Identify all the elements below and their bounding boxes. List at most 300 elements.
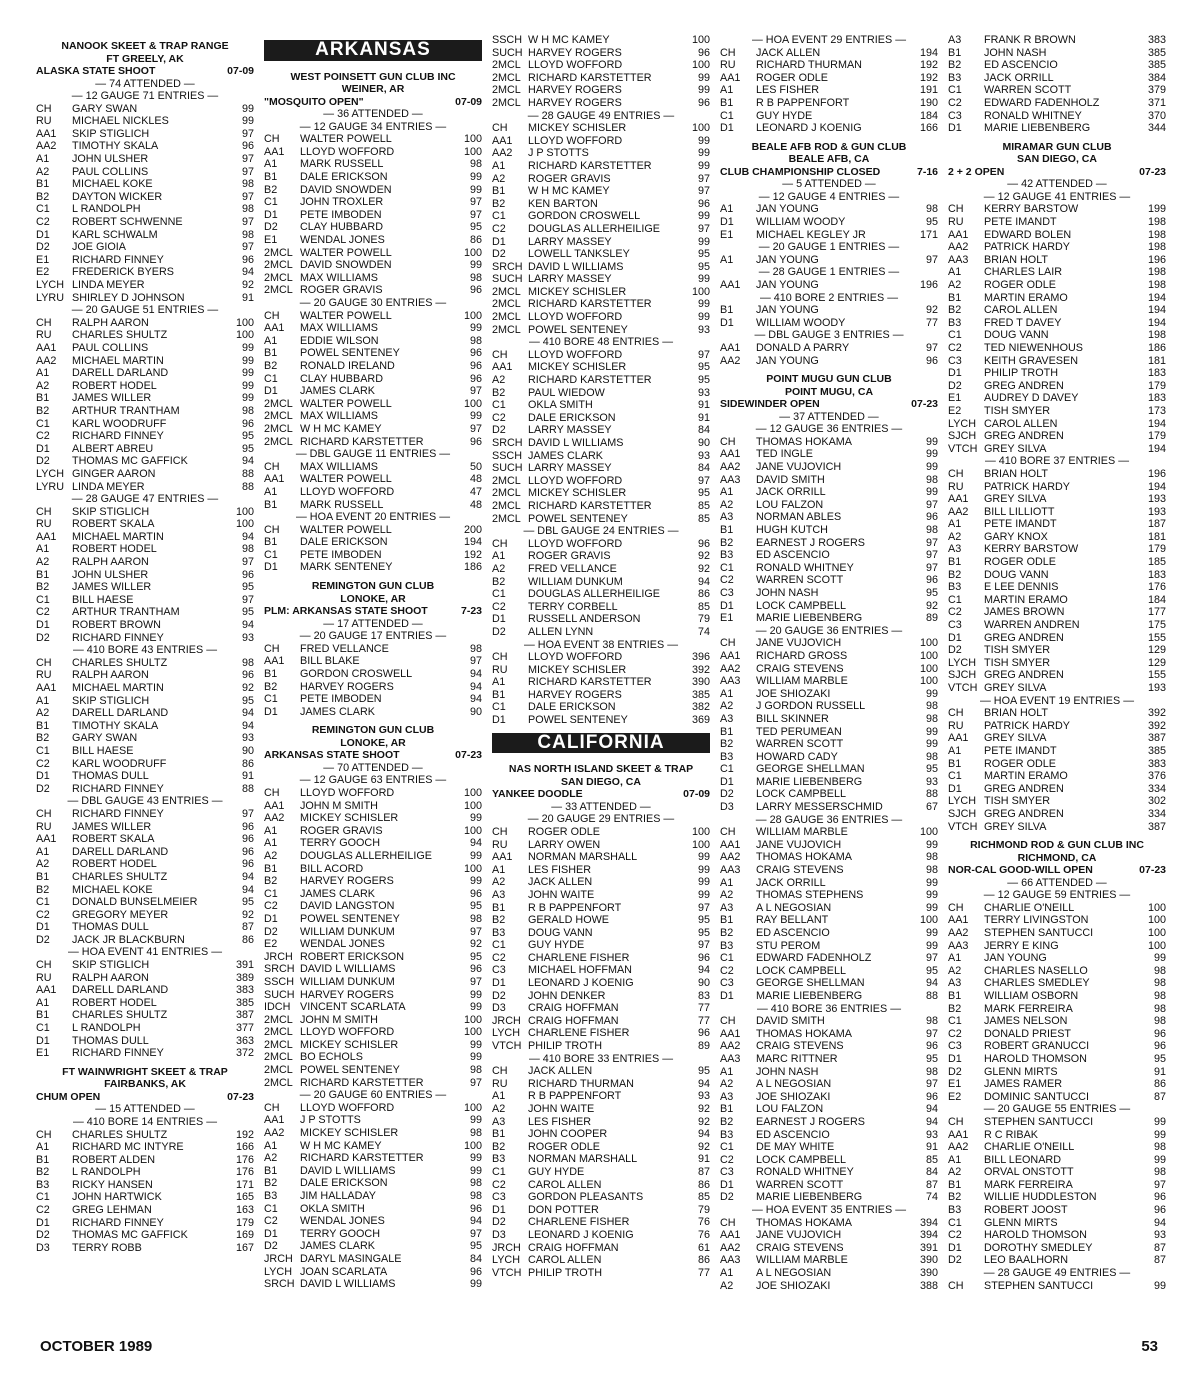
result-row — [948, 902, 1166, 915]
shooter-name: MAX WILLIAMS — [300, 322, 378, 335]
class-code: CH — [264, 309, 280, 322]
score: 99 — [1153, 1128, 1166, 1141]
score: 390 — [919, 1267, 938, 1280]
class-code: C2 — [948, 96, 962, 109]
score: 99 — [697, 273, 710, 286]
shooter-name: TED PERUMEAN — [756, 725, 842, 738]
result-row — [264, 272, 482, 285]
shooter-name: LES FISHER — [528, 1115, 591, 1128]
class-code: B1 — [36, 719, 50, 732]
result-row — [948, 518, 1166, 531]
score: 390 — [691, 676, 710, 689]
result-row — [720, 549, 938, 562]
score: 95 — [925, 964, 938, 977]
score: 92 — [697, 550, 710, 563]
shooter-name: MICKEY SCHISLER — [528, 361, 627, 374]
score: 96 — [1153, 1191, 1166, 1204]
class-code: A1 — [492, 550, 506, 563]
class-code: B2 — [492, 575, 506, 588]
result-row — [720, 574, 938, 587]
shooter-name: FREDERICK BYERS — [72, 266, 174, 279]
result-row — [720, 940, 938, 953]
club-name: MIRAMAR GUN CLUB — [1002, 140, 1112, 153]
result-row — [948, 1003, 1166, 1016]
result-row — [948, 594, 1166, 607]
shooter-name: ARTHUR TRANTHAM — [72, 606, 180, 619]
result-row — [36, 745, 254, 758]
class-code: CH — [492, 825, 508, 838]
result-row — [36, 292, 254, 305]
class-code: A2 — [948, 279, 962, 291]
class-code: CH — [948, 203, 964, 216]
shooter-name: MARIE LIEBENBERG — [756, 1191, 863, 1204]
shooter-name: GREY SILVA — [984, 732, 1047, 745]
shooter-name: RICHARD FINNEY — [72, 430, 164, 443]
shooter-name: LARRY MASSEY — [528, 424, 612, 437]
score: 92 — [241, 279, 254, 291]
class-code: E2 — [948, 1090, 962, 1103]
score: 88 — [241, 467, 254, 480]
shooter-name: WILLIAM WOODY — [756, 316, 846, 329]
class-code: 2MCL — [264, 1064, 293, 1077]
shooter-name: CHARLENE FISHER — [528, 1027, 630, 1040]
result-row — [720, 448, 938, 461]
shooter-name: RICHARD FINNEY — [72, 1047, 164, 1060]
score: 99 — [241, 102, 254, 115]
score: 97 — [925, 341, 938, 354]
class-code: AA1 — [492, 361, 513, 374]
result-row — [720, 788, 938, 801]
shooter-name: WARREN SCOTT — [756, 574, 844, 587]
result-row — [720, 952, 938, 965]
result-row — [36, 770, 254, 783]
column-5 — [948, 34, 1166, 1324]
class-code: B1 — [492, 185, 506, 198]
class-code: AA1 — [720, 1229, 741, 1242]
result-row — [948, 84, 1166, 97]
score: 97 — [241, 153, 254, 166]
class-code: 2MCL — [492, 323, 521, 336]
score: 97 — [469, 925, 482, 938]
club-name: NAS NORTH ISLAND SKEET & TRAP — [508, 763, 694, 776]
class-code: A1 — [720, 486, 734, 499]
shooter-name: JAMES BROWN — [984, 606, 1065, 619]
class-code: A1 — [36, 996, 50, 1009]
score: 97 — [241, 190, 254, 203]
class-code: VTCH — [948, 682, 978, 694]
class-code: D1 — [720, 316, 734, 329]
shooter-name: RICHARD THURMAN — [756, 59, 862, 72]
shooter-name: RICHARD KARSTETTER — [528, 71, 652, 84]
result-row — [264, 1240, 482, 1253]
shooter-name: CRAIG STEVENS — [756, 1241, 844, 1254]
class-code: A1 — [36, 153, 50, 166]
result-row — [492, 34, 710, 47]
class-code: D2 — [492, 989, 506, 1002]
subevent-heading: — DBL GAUGE 11 ENTRIES — — [295, 448, 451, 461]
result-row — [264, 461, 482, 474]
result-row — [948, 914, 1166, 927]
result-row — [264, 1077, 482, 1090]
score: 98 — [241, 543, 254, 556]
shooter-name: PATRICK HARDY — [984, 241, 1070, 254]
event-name: SIDEWINDER OPEN — [720, 398, 820, 411]
shooter-name: JOHN M SMITH — [300, 799, 378, 812]
class-code: B1 — [948, 46, 962, 59]
result-row — [948, 506, 1166, 519]
class-code: RU — [948, 719, 964, 732]
shooter-name: NORMAN MARSHALL — [528, 851, 638, 864]
shooter-name: LARRY MASSEY — [528, 235, 612, 248]
score: 92 — [697, 1115, 710, 1128]
score: 187 — [1147, 518, 1166, 531]
class-code: 2MCL — [492, 84, 521, 97]
score: 99 — [697, 84, 710, 97]
shooter-name: PETE IMANDT — [984, 216, 1057, 229]
score: 183 — [1147, 392, 1166, 405]
shooter-name: JACK ORRILL — [984, 71, 1054, 84]
score: 100 — [463, 1026, 482, 1039]
shooter-name: OKLA SMITH — [528, 399, 593, 412]
shooter-name: DOUG VANN — [984, 568, 1049, 581]
event-line — [264, 749, 482, 762]
score: 95 — [241, 581, 254, 594]
class-code: RU — [36, 518, 52, 531]
result-row — [948, 669, 1166, 682]
result-row — [720, 355, 938, 368]
class-code: C2 — [492, 600, 506, 613]
result-row — [36, 405, 254, 418]
score: 193 — [1147, 493, 1166, 506]
result-row — [492, 1090, 710, 1103]
shooter-name: RONALD WHITNEY — [984, 109, 1082, 122]
result-row — [264, 1001, 482, 1014]
shooter-name: THOMAS HOKAMA — [756, 1216, 852, 1229]
event-name: PLM: ARKANSAS STATE SHOOT — [264, 605, 428, 618]
score: 96 — [925, 574, 938, 587]
class-code: C1 — [36, 417, 50, 430]
score: 369 — [691, 714, 710, 727]
result-row — [720, 72, 938, 85]
shooter-name: THOMAS DULL — [72, 1034, 149, 1047]
score: 86 — [697, 588, 710, 601]
class-code: C3 — [948, 1040, 962, 1053]
class-code: C1 — [492, 701, 506, 714]
shooter-name: BILL BLAKE — [300, 655, 360, 668]
score: 98 — [469, 642, 482, 655]
shooter-name: LARRY MESSERSCHMID — [756, 801, 883, 814]
result-row — [948, 34, 1166, 47]
result-row — [264, 812, 482, 825]
result-row — [948, 745, 1166, 758]
class-code: C1 — [264, 887, 278, 900]
class-code: E1 — [948, 1078, 962, 1091]
class-code: AA1 — [948, 493, 969, 506]
class-code: CH — [264, 642, 280, 655]
result-row — [948, 1191, 1166, 1204]
shooter-name: DARELL DARLAND — [72, 707, 169, 720]
shooter-name: LLOYD WOFFORD — [528, 348, 623, 361]
shooter-name: JOE GIOIA — [72, 241, 126, 254]
shooter-name: R B PAPPENFORT — [756, 96, 850, 109]
class-code: C1 — [264, 693, 278, 706]
result-row — [36, 909, 254, 922]
score: 96 — [469, 435, 482, 448]
result-row — [948, 990, 1166, 1003]
class-code: AA1 — [36, 833, 57, 846]
score: 85 — [697, 512, 710, 525]
shooter-name: LARRY MASSEY — [528, 462, 612, 475]
score: 93 — [925, 775, 938, 788]
class-code: D1 — [720, 1178, 734, 1191]
score: 94 — [469, 837, 482, 850]
result-row — [36, 1229, 254, 1242]
shooter-name: CHARLES SHULTZ — [72, 329, 168, 342]
event-line — [492, 788, 710, 801]
class-code: C2 — [264, 900, 278, 913]
result-row — [492, 475, 710, 488]
score: 383 — [1147, 34, 1166, 46]
result-row — [948, 682, 1166, 695]
result-row — [948, 1154, 1166, 1167]
class-code: B2 — [36, 1166, 50, 1179]
result-row — [948, 657, 1166, 670]
class-code: C3 — [720, 586, 734, 599]
result-row — [492, 1216, 710, 1229]
result-row — [36, 266, 254, 279]
result-row — [720, 587, 938, 600]
result-row — [492, 902, 710, 915]
shooter-name: GUY HYDE — [528, 939, 585, 952]
score: 96 — [469, 1202, 482, 1215]
result-row — [720, 47, 938, 60]
result-row — [492, 1179, 710, 1192]
result-row — [948, 1078, 1166, 1091]
shooter-name: ORVAL ONSTOTT — [984, 1166, 1074, 1179]
score: 96 — [469, 284, 482, 297]
shooter-name: GINGER AARON — [72, 467, 156, 480]
class-code: AA2 — [492, 147, 513, 160]
shooter-name: TIMOTHY SKALA — [72, 140, 159, 153]
result-row — [492, 1242, 710, 1255]
score: 186 — [463, 561, 482, 574]
shooter-name: WALTER POWELL — [300, 473, 392, 486]
score: 99 — [469, 1164, 482, 1177]
class-code: C2 — [36, 606, 50, 619]
shooter-name: HARVEY ROGERS — [300, 680, 394, 693]
score: 88 — [241, 480, 254, 493]
shooter-name: KEN BARTON — [528, 197, 598, 210]
shooter-name: DAVID L WILLIAMS — [528, 437, 624, 449]
score: 166 — [235, 1141, 254, 1154]
score: 99 — [469, 988, 482, 1001]
score: 99 — [925, 738, 938, 751]
subevent-heading: — 20 GAUGE 30 ENTRIES — — [299, 297, 447, 309]
shooter-name: CHARLIE O'NEILL — [984, 901, 1075, 914]
shooter-name: TERRY ROBB — [72, 1241, 142, 1254]
class-code: CH — [948, 1279, 964, 1292]
result-row — [264, 900, 482, 913]
result-row — [492, 298, 710, 311]
score: 97 — [925, 561, 938, 574]
score: 194 — [919, 46, 938, 59]
score: 90 — [697, 977, 710, 990]
class-code: A1 — [492, 676, 506, 689]
shooter-name: DONALD BUNSELMEIER — [72, 896, 198, 909]
class-code: A2 — [492, 876, 506, 889]
result-row — [948, 430, 1166, 443]
class-code: C1 — [36, 1022, 50, 1035]
shooter-name: DALE ERICKSON — [300, 171, 388, 184]
shooter-name: LEONARD J KOENIG — [756, 122, 862, 135]
class-code: D1 — [720, 599, 734, 612]
class-code: AA2 — [36, 140, 57, 153]
shooter-name: WILLIAM MARBLE — [756, 675, 848, 688]
score: 98 — [1153, 989, 1166, 1002]
class-code: B2 — [492, 197, 506, 210]
score: 177 — [1147, 606, 1166, 619]
event-date: 07-23 — [455, 749, 482, 762]
score: 97 — [241, 216, 254, 229]
score: 98 — [1153, 1166, 1166, 1179]
shooter-name: JAMES CLARK — [528, 449, 603, 462]
score: 99 — [925, 876, 938, 889]
class-code: AA1 — [492, 134, 513, 147]
result-row — [36, 871, 254, 884]
event-name: NOR-CAL GOOD-WILL OPEN — [948, 864, 1093, 877]
shooter-name: JANE VUJOVICH — [756, 461, 842, 474]
result-row — [720, 1254, 938, 1267]
score: 47 — [469, 485, 482, 498]
result-row — [264, 158, 482, 171]
score: 98 — [469, 158, 482, 171]
class-code: 2MCL — [264, 259, 293, 272]
result-row — [36, 241, 254, 254]
shooter-name: DARELL DARLAND — [72, 984, 169, 997]
shooter-name: DAVID L WILLIAMS — [300, 1278, 396, 1291]
club-header — [36, 1066, 254, 1104]
score: 85 — [697, 600, 710, 613]
result-row — [720, 675, 938, 688]
shooter-name: DOUGLAS ALLERHEILIGE — [528, 588, 661, 601]
result-row — [36, 317, 254, 330]
result-row — [720, 851, 938, 864]
score: 93 — [697, 323, 710, 336]
class-code: D3 — [720, 801, 734, 814]
subevent-heading: — 28 GAUGE 36 ENTRIES — — [755, 813, 903, 826]
class-code: D1 — [492, 1203, 506, 1216]
shooter-name: HARVEY ROGERS — [300, 988, 394, 1001]
subevent-heading: — 410 BORE 48 ENTRIES — — [528, 336, 673, 349]
shooter-name: GREG ANDREN — [984, 669, 1064, 682]
shooter-name: LINDA MEYER — [72, 480, 145, 493]
result-row — [492, 500, 710, 513]
class-code: D2 — [36, 782, 50, 795]
class-code: D2 — [720, 1191, 734, 1204]
club-name: RICHMOND ROD & GUN CLUB INC — [970, 839, 1144, 852]
score: 96 — [697, 197, 710, 210]
result-row — [492, 72, 710, 85]
class-code: D2 — [36, 631, 50, 644]
result-row — [36, 543, 254, 556]
shooter-name: LES FISHER — [528, 863, 591, 876]
score: 100 — [463, 1101, 482, 1114]
result-row — [720, 1217, 938, 1230]
result-row — [492, 1229, 710, 1242]
shooter-name: MARIE LIEBENBERG — [756, 612, 863, 625]
subevent-heading: — 20 GAUGE 1 ENTRIES — — [758, 241, 900, 254]
shooter-name: BRIAN HOLT — [984, 707, 1048, 720]
score: 91 — [697, 1153, 710, 1166]
score: 99 — [241, 341, 254, 354]
score: 94 — [925, 1115, 938, 1128]
class-code: C1 — [948, 84, 962, 97]
score: 95 — [241, 430, 254, 443]
result-row — [264, 486, 482, 499]
shooter-name: WARREN SCOTT — [984, 84, 1072, 97]
shooter-name: WILLIAM OSBORN — [984, 989, 1079, 1002]
shooter-name: MARTIN ERAMO — [984, 593, 1068, 606]
score: 97 — [925, 498, 938, 511]
class-code: E1 — [264, 234, 278, 247]
class-code: 2MCL — [264, 1038, 293, 1051]
shooter-name: RALPH AARON — [72, 971, 149, 984]
event-line — [720, 166, 938, 179]
score: 99 — [1153, 1279, 1166, 1292]
subevent-heading: — 28 GAUGE 49 ENTRIES — — [983, 1267, 1131, 1280]
result-row — [948, 1116, 1166, 1129]
score: 98 — [241, 404, 254, 417]
score: 196 — [1147, 467, 1166, 480]
result-row — [264, 1039, 482, 1052]
score: 100 — [1147, 927, 1166, 939]
shooter-name: ROGER ODLE — [528, 825, 600, 838]
shooter-name: LEO BAALHORN — [984, 1254, 1069, 1267]
shooter-name: KERRY BARSTOW — [984, 543, 1079, 556]
score: 99 — [925, 687, 938, 700]
shooter-name: GEORGE SHELLMAN — [756, 763, 865, 776]
score: 86 — [697, 1178, 710, 1191]
subevent-heading: — 20 GAUGE 51 ENTRIES — — [71, 304, 219, 317]
shooter-name: ARTHUR TRANTHAM — [72, 404, 180, 417]
shooter-name: J GORDON RUSSELL — [756, 700, 866, 713]
result-row — [264, 322, 482, 335]
shooter-name: RAY BELLANT — [756, 914, 829, 927]
class-code: B1 — [264, 862, 278, 875]
result-row — [492, 839, 710, 852]
result-row — [720, 524, 938, 537]
score: 97 — [469, 975, 482, 988]
class-code: B3 — [720, 939, 734, 952]
score: 171 — [235, 1178, 254, 1191]
shooter-name: CHARLIE O'NEILL — [984, 1141, 1075, 1154]
result-row — [36, 279, 254, 292]
score: 96 — [241, 253, 254, 266]
class-code: AA3 — [948, 253, 969, 266]
class-code: D2 — [720, 788, 734, 801]
class-code: C1 — [720, 561, 734, 574]
shooter-name: WALTER POWELL — [300, 133, 392, 146]
shooter-name: FRED VELLANCE — [300, 642, 389, 655]
shooter-name: BILL SKINNER — [756, 712, 829, 725]
result-row — [720, 990, 938, 1003]
score: 98 — [241, 656, 254, 669]
shooter-name: A L NEGOSIAN — [756, 901, 832, 914]
column-4 — [720, 34, 938, 1324]
result-row — [948, 468, 1166, 481]
shooter-name: ALLEN LYNN — [528, 625, 594, 638]
score: 96 — [241, 568, 254, 581]
